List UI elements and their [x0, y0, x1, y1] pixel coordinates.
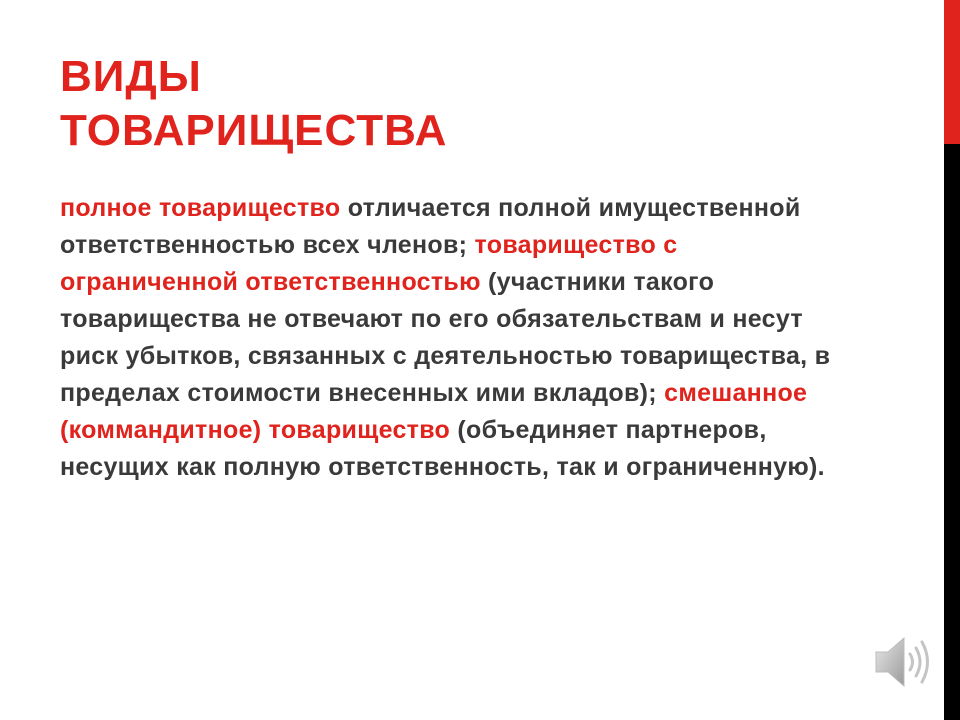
term-mixed-partnership: смешанное (коммандитное) товарищество: [60, 379, 808, 444]
term-limited-liability: товарищество с ограниченной ответственностью: [60, 231, 678, 296]
desc-limited-liability: (участники такого товарищества не отвечают по его обязательствам и несут риск убытков, связанных с деятельностью товарищества, в пределах стоимости внесенных ими вкладов);: [60, 268, 831, 407]
desc-full-partnership: отличается полной имущественной ответственностью всех членов;: [60, 194, 801, 259]
accent-bar-red: [944, 0, 960, 144]
accent-bar-black: [944, 144, 960, 720]
desc-mixed-partnership: (объединяет партнеров, несущих как полную ответственность, так и ограниченную).: [60, 416, 825, 481]
speaker-icon[interactable]: [870, 630, 942, 694]
slide-title: [60, 50, 920, 158]
slide-body: [60, 190, 860, 486]
title-line-2: ТОВАРИЩЕСТВА: [60, 106, 448, 155]
term-full-partnership: полное товарищество: [60, 194, 341, 222]
title-line-1: ВИДЫ: [60, 52, 202, 101]
